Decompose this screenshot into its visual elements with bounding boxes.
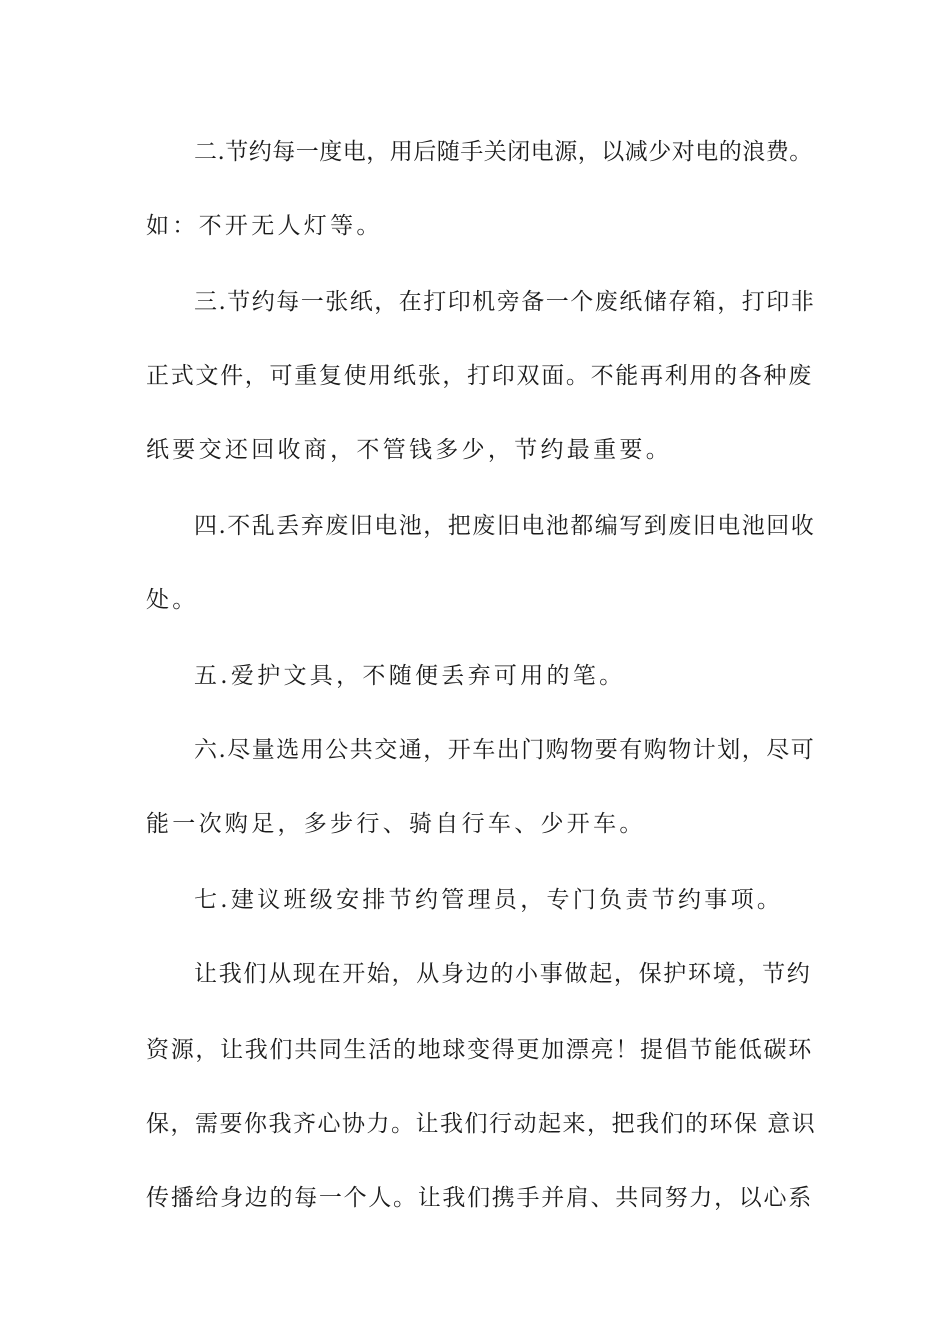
text-line: 处。 — [146, 587, 199, 613]
text-line: 二.节约每一度电，用后随手关闭电源，以减少对电的浪费。 — [194, 139, 813, 165]
text-line: 如：不开无人灯等。 — [146, 213, 383, 239]
text-line: 纸要交还回收商，不管钱多少，节约最重要。 — [146, 437, 672, 463]
text-line: 让我们从现在开始，从身边的小事做起，保护环境，节约 — [194, 961, 812, 987]
text-line: 正式文件，可重复使用纸张，打印双面。不能再利用的各种废 — [146, 363, 813, 389]
text-line: 资源，让我们共同生活的地球变得更加漂亮！提倡节能低碳环 — [146, 1037, 813, 1063]
text-line: 四.不乱丢弃废旧电池，把废旧电池都编写到废旧电池回收 — [194, 513, 816, 539]
text-line: 五.爱护文具，不随便丢弃可用的笔。 — [194, 663, 626, 689]
text-line: 能一次购足，多步行、骑自行车、少开车。 — [146, 811, 646, 837]
text-line: 六.尽量选用公共交通，开车出门购物要有购物计划，尽可 — [194, 737, 816, 763]
text-line: 七.建议班级安排节约管理员，专门负责节约事项。 — [194, 887, 784, 913]
text-line: 三.节约每一张纸，在打印机旁备一个废纸储存箱，打印非 — [194, 289, 816, 315]
text-line: 保，需要你我齐心协力。让我们行动起来，把我们的环保 意识 — [146, 1111, 817, 1137]
text-line: 传播给身边的每一个人。让我们携手并肩、共同努力，以心系 — [146, 1185, 813, 1211]
